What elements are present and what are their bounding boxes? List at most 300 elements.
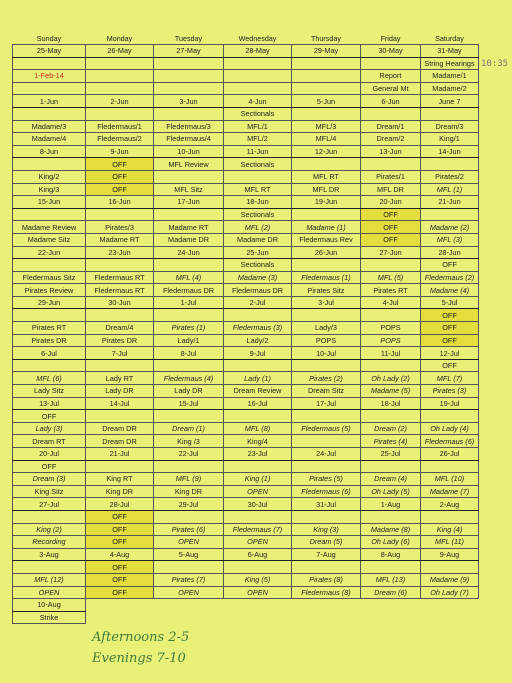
schedule-cell: King Sitz xyxy=(13,485,86,498)
schedule-cell xyxy=(292,611,361,624)
schedule-cell: Lady (3) xyxy=(13,422,86,435)
schedule-row xyxy=(13,284,479,297)
schedule-cell: Dream (6) xyxy=(361,586,421,599)
schedule-cell: Pirates (2) xyxy=(292,372,361,385)
schedule-cell: OFF xyxy=(13,460,86,473)
schedule-cell: Fledermaus (8) xyxy=(292,586,361,599)
date-cell: 17-Jun xyxy=(154,196,224,209)
schedule-cell: Strike xyxy=(13,611,86,624)
schedule-cell xyxy=(421,410,479,423)
schedule-cell: Pirates/3 xyxy=(86,221,154,234)
schedule-cell xyxy=(292,82,361,95)
date-cell: 29-Jun xyxy=(13,296,86,309)
date-cell: 27-Jun xyxy=(361,246,421,259)
date-cell: 30-May xyxy=(361,45,421,58)
date-cell: 8-Jun xyxy=(13,145,86,158)
schedule-cell: Fledermaus/3 xyxy=(154,120,224,133)
schedule-cell: Lady RT xyxy=(86,372,154,385)
schedule-cell xyxy=(292,107,361,120)
schedule-cell: Lady/2 xyxy=(224,334,292,347)
date-cell: 22-Jul xyxy=(154,448,224,461)
schedule-cell xyxy=(154,57,224,70)
schedule-cell: MFL/1 xyxy=(224,120,292,133)
schedule-body xyxy=(13,45,479,624)
date-cell: 2-Aug xyxy=(421,498,479,511)
schedule-cell: Madame (1) xyxy=(292,221,361,234)
schedule-cell: 1-Feb-14 xyxy=(13,70,86,83)
schedule-cell: Fledermaus RT xyxy=(86,271,154,284)
schedule-cell xyxy=(224,460,292,473)
schedule-cell: MFL/2 xyxy=(224,133,292,146)
schedule-cell xyxy=(361,561,421,574)
schedule-cell: Pirates DR xyxy=(86,334,154,347)
schedule-cell xyxy=(154,208,224,221)
schedule-row xyxy=(13,435,479,448)
date-cell: 8-Aug xyxy=(361,548,421,561)
date-cell: 23-Jul xyxy=(224,448,292,461)
schedule-cell: Lady/1 xyxy=(154,334,224,347)
date-cell: 7-Jul xyxy=(86,347,154,360)
schedule-cell: Madame (9) xyxy=(421,573,479,586)
schedule-cell: MFL Sitz xyxy=(154,183,224,196)
schedule-cell: MFL Review xyxy=(154,158,224,171)
schedule-cell xyxy=(224,82,292,95)
date-row xyxy=(13,246,479,259)
date-cell: 4-Jun xyxy=(224,95,292,108)
schedule-cell xyxy=(224,70,292,83)
schedule-row xyxy=(13,170,479,183)
schedule-cell: Pirates DR xyxy=(13,334,86,347)
date-cell: 24-Jul xyxy=(292,448,361,461)
schedule-row xyxy=(13,473,479,486)
date-cell: 5-Jun xyxy=(292,95,361,108)
schedule-cell xyxy=(421,208,479,221)
schedule-cell: Dream RT xyxy=(13,435,86,448)
schedule-cell: MFL RT xyxy=(292,170,361,183)
day-header-monday: Monday xyxy=(106,34,133,43)
schedule-cell xyxy=(292,309,361,322)
schedule-cell xyxy=(154,359,224,372)
schedule-cell: Madame DR xyxy=(154,233,224,246)
date-cell: 6-Jun xyxy=(361,95,421,108)
date-cell: 18-Jun xyxy=(224,196,292,209)
schedule-cell: OFF xyxy=(421,322,479,335)
schedule-cell xyxy=(224,309,292,322)
schedule-cell xyxy=(292,70,361,83)
schedule-cell: Pirates (3) xyxy=(421,385,479,398)
schedule-cell: MFL (9) xyxy=(154,473,224,486)
schedule-cell: POPS xyxy=(361,334,421,347)
schedule-cell: MFL (12) xyxy=(13,573,86,586)
date-cell: 16-Jun xyxy=(86,196,154,209)
schedule-cell: Sectionals xyxy=(224,158,292,171)
schedule-row xyxy=(13,107,479,120)
schedule-cell: Report xyxy=(361,70,421,83)
schedule-cell: MFL (7) xyxy=(421,372,479,385)
schedule-cell xyxy=(361,158,421,171)
schedule-cell: Oh Lady (2) xyxy=(361,372,421,385)
date-cell: 14-Jun xyxy=(421,145,479,158)
schedule-cell xyxy=(13,82,86,95)
schedule-cell: Dream/4 xyxy=(86,322,154,335)
date-row xyxy=(13,347,479,360)
schedule-cell: Madame/1 xyxy=(421,70,479,83)
schedule-cell: Pirates (8) xyxy=(292,573,361,586)
date-cell: 3-Jul xyxy=(292,296,361,309)
schedule-cell xyxy=(421,561,479,574)
schedule-cell: OFF xyxy=(86,183,154,196)
date-row xyxy=(13,196,479,209)
schedule-cell: King/4 xyxy=(224,435,292,448)
date-cell: 3-Aug xyxy=(13,548,86,561)
date-cell: 1-Aug xyxy=(361,498,421,511)
schedule-cell xyxy=(86,57,154,70)
schedule-cell: MFL (1) xyxy=(421,183,479,196)
schedule-cell: Fledermaus (4) xyxy=(154,372,224,385)
date-cell: 25-May xyxy=(13,45,86,58)
schedule-cell: Madame (8) xyxy=(361,523,421,536)
schedule-cell: Madame RT xyxy=(86,233,154,246)
date-cell: 18-Jul xyxy=(361,397,421,410)
date-row xyxy=(13,45,479,58)
date-cell: 10-Jun xyxy=(154,145,224,158)
schedule-cell: Fledermaus (7) xyxy=(224,523,292,536)
schedule-cell: MFL DR xyxy=(361,183,421,196)
schedule-cell xyxy=(361,510,421,523)
schedule-cell xyxy=(154,510,224,523)
day-header-wednesday: Wednesday xyxy=(238,34,277,43)
date-cell: 11-Jun xyxy=(224,145,292,158)
schedule-cell: OFF xyxy=(86,510,154,523)
schedule-cell: Lady Sitz xyxy=(13,385,86,398)
schedule-cell: OFF xyxy=(361,233,421,246)
schedule-cell xyxy=(421,158,479,171)
date-cell: 30-Jun xyxy=(86,296,154,309)
schedule-cell: Fledermaus (6) xyxy=(421,435,479,448)
date-cell xyxy=(361,599,421,612)
date-cell: 1-Jun xyxy=(13,95,86,108)
schedule-table xyxy=(12,34,479,624)
schedule-cell xyxy=(86,70,154,83)
schedule-cell: Fledermaus DR xyxy=(154,284,224,297)
schedule-cell: OFF xyxy=(86,573,154,586)
schedule-cell: Pirates (6) xyxy=(154,523,224,536)
schedule-cell: Sectionals xyxy=(224,107,292,120)
schedule-cell: OPEN xyxy=(224,586,292,599)
schedule-cell: Dream Sitz xyxy=(292,385,361,398)
date-cell: 12-Jul xyxy=(421,347,479,360)
schedule-cell: King (2) xyxy=(13,523,86,536)
day-header-tuesday: Tuesday xyxy=(174,34,203,43)
date-cell xyxy=(86,599,154,612)
schedule-row xyxy=(13,485,479,498)
schedule-cell xyxy=(86,208,154,221)
schedule-cell xyxy=(13,309,86,322)
date-cell: 9-Aug xyxy=(421,548,479,561)
schedule-cell xyxy=(224,170,292,183)
schedule-cell: Fledermaus/1 xyxy=(86,120,154,133)
schedule-cell xyxy=(13,158,86,171)
schedule-row xyxy=(13,372,479,385)
schedule-cell xyxy=(154,82,224,95)
date-cell: 17-Jul xyxy=(292,397,361,410)
schedule-cell xyxy=(13,359,86,372)
date-cell: 26-Jun xyxy=(292,246,361,259)
schedule-cell: King (3) xyxy=(292,523,361,536)
schedule-cell: OPEN xyxy=(13,586,86,599)
schedule-cell: MFL DR xyxy=(292,183,361,196)
schedule-cell: Fledermaus Sitz xyxy=(13,271,86,284)
schedule-cell: Madame Sitz xyxy=(13,233,86,246)
schedule-cell: String Hearings xyxy=(421,57,479,70)
schedule-cell xyxy=(292,435,361,448)
schedule-cell xyxy=(154,460,224,473)
schedule-row xyxy=(13,561,479,574)
schedule-cell: OPEN xyxy=(154,536,224,549)
date-row xyxy=(13,548,479,561)
date-cell: 6-Jul xyxy=(13,347,86,360)
schedule-cell xyxy=(292,57,361,70)
date-cell: 13-Jun xyxy=(361,145,421,158)
date-cell: 28-May xyxy=(224,45,292,58)
schedule-row xyxy=(13,221,479,234)
date-cell: 29-May xyxy=(292,45,361,58)
date-cell: 25-Jun xyxy=(224,246,292,259)
date-cell: 5-Jul xyxy=(421,296,479,309)
schedule-cell xyxy=(361,359,421,372)
date-cell: 9-Jul xyxy=(224,347,292,360)
date-cell: 20-Jul xyxy=(13,448,86,461)
schedule-row xyxy=(13,573,479,586)
schedule-cell: OFF xyxy=(421,359,479,372)
schedule-cell: Fledermaus (2) xyxy=(421,271,479,284)
date-cell xyxy=(154,599,224,612)
schedule-cell: MFL (6) xyxy=(13,372,86,385)
schedule-row xyxy=(13,158,479,171)
date-cell: 21-Jun xyxy=(421,196,479,209)
date-cell: June 7 xyxy=(421,95,479,108)
schedule-cell: Lady (1) xyxy=(224,372,292,385)
schedule-cell xyxy=(154,309,224,322)
schedule-cell xyxy=(292,460,361,473)
schedule-cell: General Mt xyxy=(361,82,421,95)
date-cell: 10-Aug xyxy=(13,599,86,612)
schedule-row xyxy=(13,359,479,372)
date-cell: 6-Aug xyxy=(224,548,292,561)
date-cell: 28-Jun xyxy=(421,246,479,259)
date-cell: 3-Jun xyxy=(154,95,224,108)
schedule-cell: Recording xyxy=(13,536,86,549)
schedule-cell xyxy=(224,561,292,574)
date-cell: 23-Jun xyxy=(86,246,154,259)
date-cell: 2-Jul xyxy=(224,296,292,309)
date-cell: 19-Jul xyxy=(421,397,479,410)
schedule-row xyxy=(13,208,479,221)
schedule-cell: MFL (10) xyxy=(421,473,479,486)
date-cell: 9-Jun xyxy=(86,145,154,158)
schedule-cell: Fledermaus (6) xyxy=(292,485,361,498)
schedule-cell: Fledermaus Rev xyxy=(292,233,361,246)
schedule-cell xyxy=(292,208,361,221)
schedule-cell xyxy=(224,611,292,624)
schedule-cell xyxy=(361,309,421,322)
schedule-row xyxy=(13,309,479,322)
margin-note: 10:35 xyxy=(481,59,509,69)
schedule-cell: Pirates RT xyxy=(13,322,86,335)
date-cell: 28-Jul xyxy=(86,498,154,511)
schedule-row xyxy=(13,510,479,523)
schedule-cell: Dream (3) xyxy=(13,473,86,486)
schedule-cell: OFF xyxy=(86,536,154,549)
schedule-cell xyxy=(13,259,86,272)
schedule-cell: OFF xyxy=(86,523,154,536)
schedule-cell: OFF xyxy=(13,410,86,423)
schedule-cell: Oh Lady (7) xyxy=(421,586,479,599)
schedule-cell xyxy=(292,561,361,574)
schedule-cell xyxy=(154,170,224,183)
date-cell: 15-Jul xyxy=(154,397,224,410)
schedule-cell: Dream (4) xyxy=(361,473,421,486)
schedule-cell: King (1) xyxy=(224,473,292,486)
schedule-cell: Pirates (4) xyxy=(361,435,421,448)
schedule-cell xyxy=(86,82,154,95)
date-cell: 8-Jul xyxy=(154,347,224,360)
date-cell: 27-May xyxy=(154,45,224,58)
schedule-row xyxy=(13,586,479,599)
schedule-cell: Oh Lady (5) xyxy=(361,485,421,498)
schedule-cell xyxy=(13,57,86,70)
date-cell: 4-Aug xyxy=(86,548,154,561)
schedule-cell: Dream Review xyxy=(224,385,292,398)
date-row xyxy=(13,95,479,108)
schedule-cell: POPS xyxy=(361,322,421,335)
date-cell: 20-Jun xyxy=(361,196,421,209)
date-cell: 31-May xyxy=(421,45,479,58)
schedule-cell xyxy=(224,57,292,70)
schedule-cell: OFF xyxy=(86,170,154,183)
schedule-row xyxy=(13,120,479,133)
schedule-cell: Lady DR xyxy=(154,385,224,398)
schedule-cell: MFL/3 xyxy=(292,120,361,133)
date-row xyxy=(13,145,479,158)
schedule-cell: Pirates (1) xyxy=(154,322,224,335)
schedule-cell xyxy=(361,57,421,70)
schedule-cell: OFF xyxy=(86,586,154,599)
schedule-cell xyxy=(154,259,224,272)
schedule-cell: Madame (7) xyxy=(421,485,479,498)
schedule-cell: MFL RT xyxy=(224,183,292,196)
schedule-cell: MFL (11) xyxy=(421,536,479,549)
schedule-cell: Dream (1) xyxy=(154,422,224,435)
date-row xyxy=(13,296,479,309)
date-cell: 19-Jun xyxy=(292,196,361,209)
date-cell: 26-May xyxy=(86,45,154,58)
schedule-cell: OFF xyxy=(361,208,421,221)
schedule-cell xyxy=(292,259,361,272)
schedule-cell: Fledermaus RT xyxy=(86,284,154,297)
schedule-cell: Madame RT xyxy=(154,221,224,234)
schedule-row xyxy=(13,334,479,347)
schedule-row xyxy=(13,70,479,83)
schedule-cell: Madame (5) xyxy=(361,385,421,398)
schedule-cell xyxy=(13,107,86,120)
schedule-cell: Madame (3) xyxy=(224,271,292,284)
handwritten-afternoons: Afternoons 2-5 xyxy=(92,630,190,645)
day-header-saturday: Saturday xyxy=(435,34,464,43)
schedule-cell xyxy=(86,309,154,322)
schedule-cell: MFL/4 xyxy=(292,133,361,146)
schedule-cell xyxy=(292,510,361,523)
date-row xyxy=(13,599,479,612)
date-cell: 25-Jul xyxy=(361,448,421,461)
schedule-row xyxy=(13,57,479,70)
schedule-cell xyxy=(154,107,224,120)
schedule-cell: OPEN xyxy=(224,485,292,498)
schedule-cell: MFL (3) xyxy=(421,233,479,246)
schedule-cell: OFF xyxy=(421,309,479,322)
schedule-cell: OFF xyxy=(86,158,154,171)
date-row xyxy=(13,448,479,461)
schedule-cell: Fledermaus (1) xyxy=(292,271,361,284)
schedule-row xyxy=(13,233,479,246)
schedule-row xyxy=(13,183,479,196)
schedule-cell xyxy=(421,460,479,473)
schedule-cell: OFF xyxy=(361,221,421,234)
date-cell: 21-Jul xyxy=(86,448,154,461)
schedule-cell: King (4) xyxy=(421,523,479,536)
schedule-cell xyxy=(421,510,479,523)
date-cell: 16-Jul xyxy=(224,397,292,410)
date-cell xyxy=(421,599,479,612)
schedule-cell xyxy=(154,70,224,83)
schedule-cell xyxy=(361,410,421,423)
schedule-cell: OPEN xyxy=(154,586,224,599)
schedule-cell xyxy=(361,611,421,624)
schedule-cell: King DR xyxy=(86,485,154,498)
schedule-row xyxy=(13,422,479,435)
date-cell xyxy=(292,599,361,612)
schedule-row xyxy=(13,460,479,473)
schedule-cell: King RT xyxy=(86,473,154,486)
date-cell: 4-Jul xyxy=(361,296,421,309)
schedule-row xyxy=(13,410,479,423)
schedule-cell xyxy=(224,510,292,523)
schedule-cell: Madame/3 xyxy=(13,120,86,133)
schedule-cell: Dream DR xyxy=(86,435,154,448)
schedule-cell: King DR xyxy=(154,485,224,498)
schedule-row xyxy=(13,82,479,95)
schedule-cell: Oh Lady (6) xyxy=(361,536,421,549)
date-cell: 27-Jul xyxy=(13,498,86,511)
day-header-friday: Friday xyxy=(380,34,401,43)
schedule-cell: Oh Lady (4) xyxy=(421,422,479,435)
date-cell: 31-Jul xyxy=(292,498,361,511)
schedule-cell xyxy=(292,158,361,171)
schedule-cell: Fledermaus DR xyxy=(224,284,292,297)
schedule-cell: OFF xyxy=(86,561,154,574)
date-cell: 1-Jul xyxy=(154,296,224,309)
schedule-cell xyxy=(361,460,421,473)
schedule-cell: Madame Review xyxy=(13,221,86,234)
date-cell: 30-Jul xyxy=(224,498,292,511)
schedule-row xyxy=(13,271,479,284)
schedule-cell xyxy=(154,611,224,624)
schedule-cell: Madame DR xyxy=(224,233,292,246)
schedule-cell: Pirates Review xyxy=(13,284,86,297)
schedule-row xyxy=(13,322,479,335)
day-header-row xyxy=(13,34,479,45)
day-header-sunday: Sunday xyxy=(36,34,62,43)
